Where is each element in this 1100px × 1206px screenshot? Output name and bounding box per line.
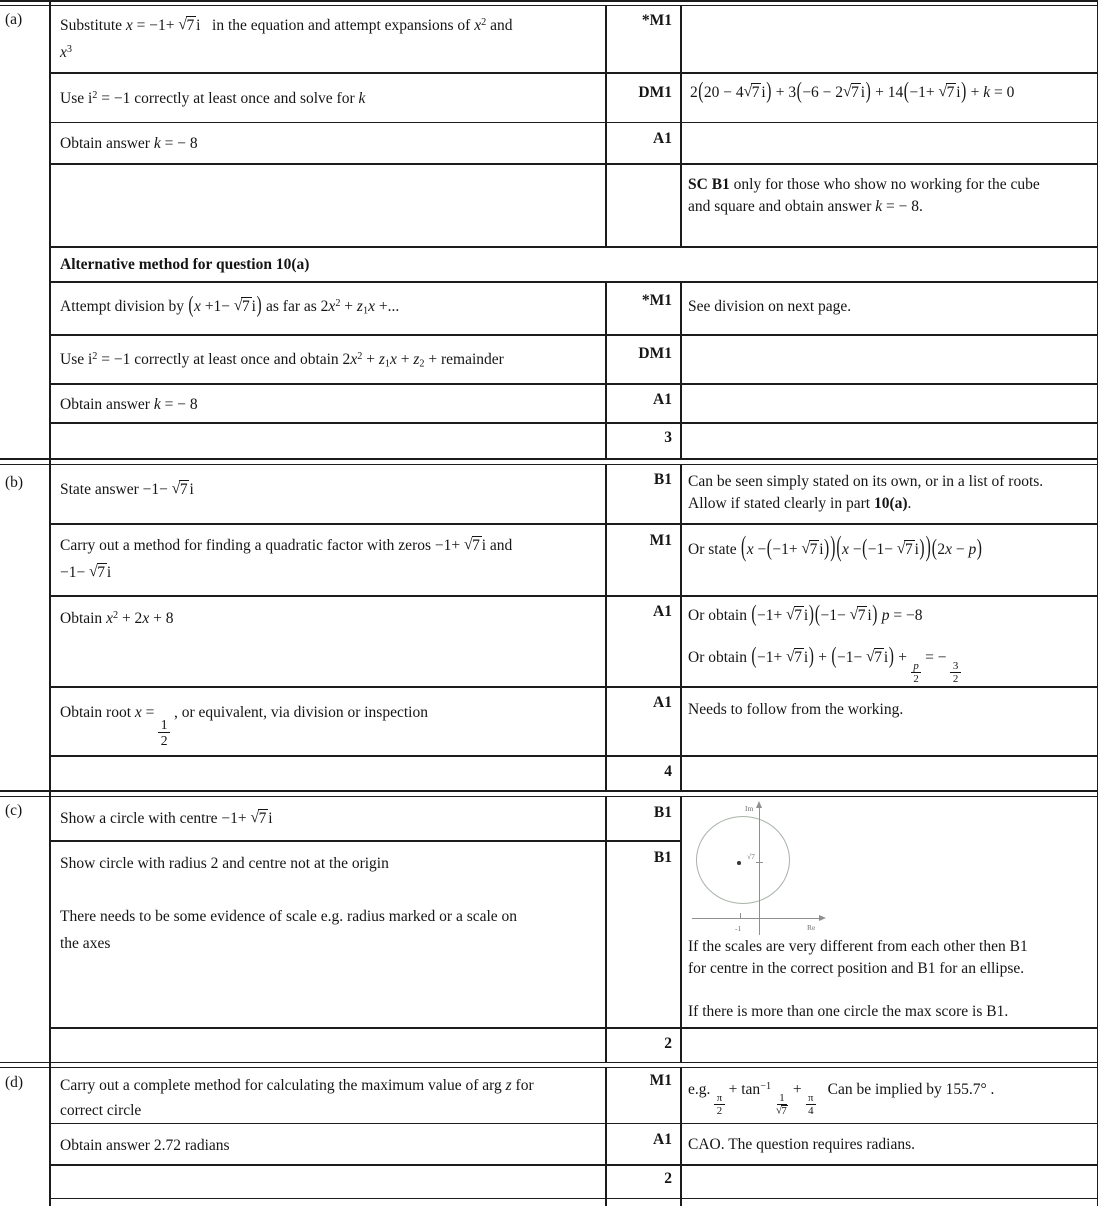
answer-a-substitute: Substitute x = −1+ √7 i in the equation and attempt expansions of $x^2$ and $x^3$ — [60, 16, 513, 61]
border-line — [680, 5, 682, 246]
answer-b-obtain-quadratic: Obtain $x^2 + 2x + 8$ — [60, 609, 174, 627]
border-line — [49, 422, 1098, 424]
total-a: 3 — [664, 429, 672, 446]
guidance-c-scales: If the scales are very different from each other then B1 for centre in the correct position and B1 for an ellipse. If there is more than one circle the max score is B1. — [688, 938, 1028, 1021]
guidance-a-alt-division: See division on next page. — [688, 298, 852, 315]
border-line — [605, 464, 607, 791]
minus-one-label: -1 — [735, 924, 742, 933]
mark-b4: A1 — [653, 694, 672, 711]
re-axis — [692, 918, 820, 919]
answer-a-alt-use-i2: Use $i^2 = -1$ correctly at least once and obtain $2x^2 + z_1x + z_2$ + remainder — [60, 350, 504, 370]
border-line — [0, 464, 1098, 466]
border-line — [49, 686, 1098, 688]
border-line — [49, 163, 1098, 165]
border-line — [49, 755, 1098, 757]
guidance-b-follow-working: Needs to follow from the working. — [688, 701, 904, 718]
border-line — [49, 1198, 1098, 1200]
re-axis-label: Re — [807, 923, 816, 932]
mark-a-alt1: *M1 — [641, 292, 672, 309]
answer-a-alt-obtain-k: Obtain answer k = − 8 — [60, 396, 198, 413]
part-label-a: (a) — [5, 11, 23, 28]
mark-a2: DM1 — [638, 84, 672, 101]
answer-b-obtain-root: Obtain root x = $\frac{1}{2}$ , or equivalent, via division or inspection — [60, 704, 428, 748]
answer-a-obtain-k: Obtain answer k = − 8 — [60, 135, 198, 152]
border-line — [49, 334, 1098, 336]
border-line — [49, 1164, 1098, 1166]
im-axis — [759, 808, 760, 935]
border-line — [49, 840, 681, 842]
re-axis-arrow — [819, 915, 826, 921]
re-axis-tick — [740, 913, 741, 918]
argand-diagram — [686, 796, 838, 938]
alternative-method-header: Alternative method for question 10(a) — [60, 256, 310, 273]
guidance-d-eg-formula: e.g. $\frac{\pi}{2}$ + $\tan^{-1}$ $\frac{1}{√7}$ + $\frac{\pi}{4}$ Can be implied by 155.7° . — [688, 1080, 995, 1118]
border-line — [49, 122, 1098, 124]
mark-b2: M1 — [649, 532, 672, 549]
part-label-c: (c) — [5, 802, 23, 819]
mark-b1: B1 — [653, 471, 672, 488]
border-line — [49, 246, 1098, 248]
border-line — [49, 595, 1098, 597]
answer-d-arg-method: Carry out a complete method for calculating the maximum value of arg z for correct circle — [60, 1077, 534, 1119]
border-line — [0, 5, 1098, 7]
mark-d1: M1 — [649, 1072, 672, 1089]
centre-dot — [737, 861, 741, 865]
total-d: 2 — [664, 1170, 672, 1187]
answer-a-alt-division: Attempt division by (x +1− √7 i) as far as $2x^2 + z_1x$ +... — [60, 292, 400, 318]
border-line — [49, 1027, 1098, 1029]
border-line — [680, 796, 682, 1062]
guidance-b-roots-list: Can be seen simply stated on its own, or in a list of roots. Allow if stated clearly in part 10(a). — [688, 473, 1044, 512]
border-line — [680, 1067, 682, 1206]
border-line — [0, 458, 1098, 460]
border-line — [680, 464, 682, 791]
im-axis-tick — [756, 862, 763, 863]
border-line — [0, 796, 1098, 798]
border-line — [0, 0, 1098, 2]
guidance-d-cao: CAO. The question requires radians. — [688, 1136, 915, 1153]
border-line — [605, 796, 607, 1062]
border-line — [49, 72, 1098, 74]
border-line — [680, 281, 682, 458]
mark-c1: B1 — [653, 804, 672, 821]
guidance-b-or-state: Or state (x −(−1+ √7 i))(x −(−1− √7 i))(2x − p) — [688, 531, 982, 563]
answer-d-obtain-radians: Obtain answer 2.72 radians — [60, 1137, 230, 1154]
guidance-a-sc-b1: SC B1 only for those who show no working for the cube and square and obtain answer k = − 8. — [688, 176, 1040, 215]
answer-c-show-radius: Show circle with radius 2 and centre not at the origin There needs to be some evidence of scale e.g. radius marked or a scale on the axes — [60, 855, 518, 952]
border-line — [49, 523, 1098, 525]
circle-sketch — [696, 816, 790, 904]
border-line — [0, 1067, 1098, 1069]
total-b: 4 — [664, 763, 672, 780]
im-axis-arrow — [756, 801, 762, 808]
mark-a-alt3: A1 — [653, 391, 672, 408]
border-line — [49, 0, 51, 1206]
border-line — [0, 790, 1098, 792]
answer-a-use-i2: Use $i^2 = -1$ correctly at least once and solve for k — [60, 89, 366, 107]
border-line — [49, 383, 1098, 385]
mark-b3: A1 — [653, 603, 672, 620]
answer-b-state: State answer −1− √7 i — [60, 480, 194, 498]
mark-d2: A1 — [653, 1131, 672, 1148]
part-label-b: (b) — [5, 474, 24, 491]
border-line — [0, 1062, 1098, 1064]
mark-a3: A1 — [653, 130, 672, 147]
mark-a-alt2: DM1 — [638, 345, 672, 362]
border-line — [605, 5, 607, 246]
guidance-a-equation: 2(20 − 4√7 i) + 3(−6 − 2√7 i) + 14(−1+ √7 i) + k = 0 — [690, 78, 1015, 104]
im-axis-label: Im — [745, 804, 754, 813]
total-c: 2 — [664, 1035, 672, 1052]
mark-c2: B1 — [653, 849, 672, 866]
guidance-b-or-obtain: Or obtain (−1+ √7 i)(−1− √7 i) p = −8 Or obtain (−1+ √7 i) + (−1− √7 i) + $\frac{p}{2}$ = − $\frac{3}{2}$ — [688, 606, 1098, 685]
border-line — [49, 281, 1098, 283]
mark-a1: *M1 — [641, 12, 672, 29]
part-label-d: (d) — [5, 1074, 24, 1091]
answer-b-quadratic-factor: Carry out a method for finding a quadratic factor with zeros −1+ √7 i and −1− √7 i — [60, 536, 513, 581]
answer-c-show-circle-centre: Show a circle with centre −1+ √7 i — [60, 809, 273, 827]
centre-label: √7 — [747, 852, 755, 861]
